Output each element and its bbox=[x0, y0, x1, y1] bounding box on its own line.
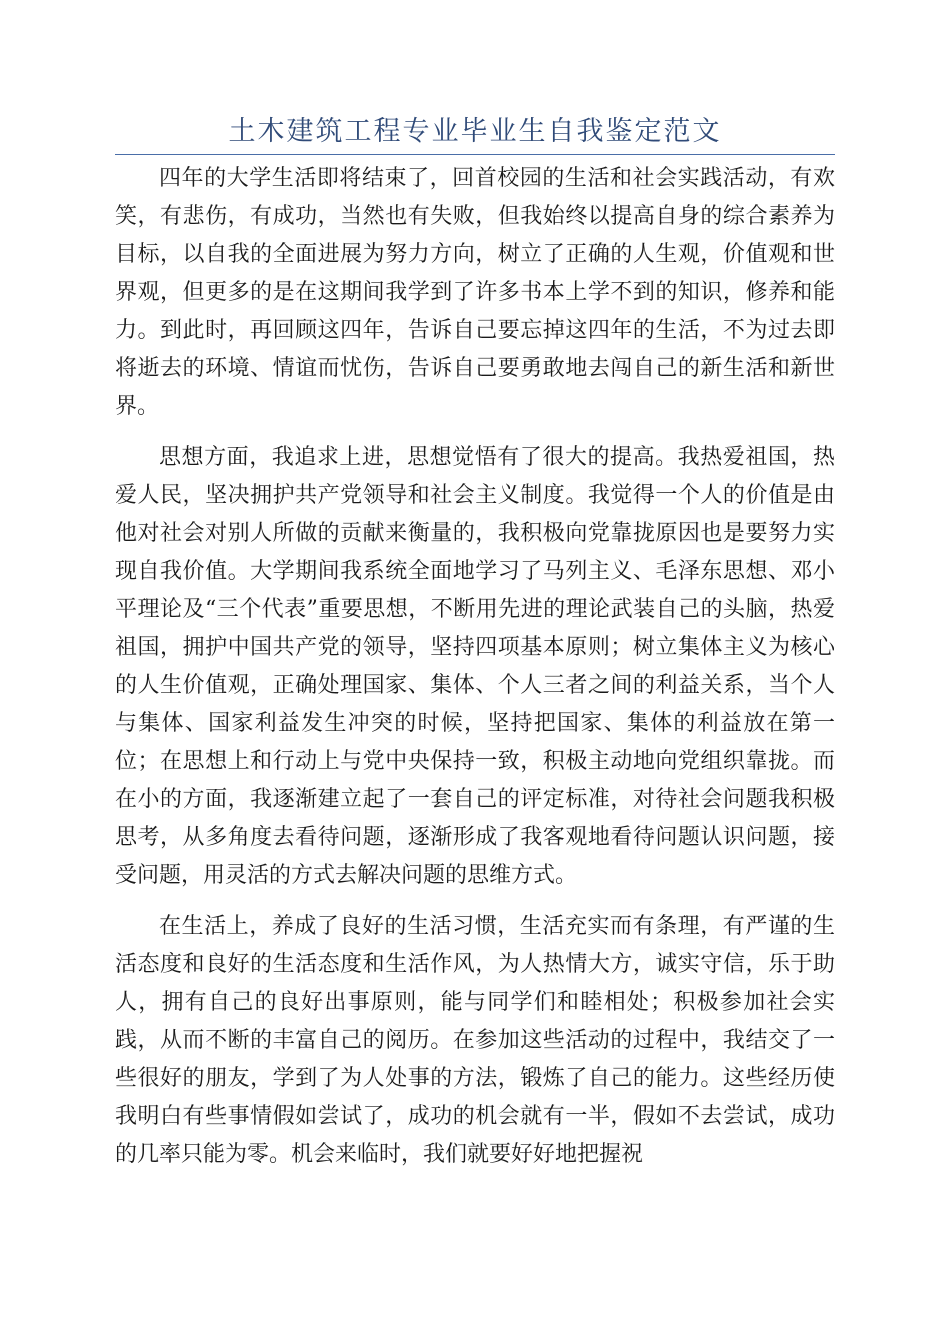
document-body bbox=[115, 160, 835, 1174]
title-underline bbox=[115, 154, 835, 155]
paragraph-3: 在生活上，养成了良好的生活习惯，生活充实而有条理，有严谨的生活态度和良好的生活态度和生活作风，为人热情大方，诚实守信，乐于助人，拥有自己的良好出事原则，能与同学们和睦相处；积极参加社会实践，从而不断的丰富自己的阅历。在参加这些活动的过程中，我结交了一些很好的朋友，学到了为人处事的方法，锻炼了自己的能力。这些经历使我明白有些事情假如尝试了，成功的机会就有一半，假如不去尝试，成功的几率只能为零。机会来临时，我们就要好好地把握祝 bbox=[115, 914, 835, 1167]
paragraph-2: 思想方面，我追求上进，思想觉悟有了很大的提高。我热爱祖国，热爱人民，坚决拥护共产党领导和社会主义制度。我觉得一个人的价值是由他对社会对别人所做的贡献来衡量的，我积极向党靠拢原因也是要努力实现自我价值。大学期间我系统全面地学习了马列主义、毛泽东思想、邓小平理论及“三个代表”重要思想，不断用先进的理论武装自己的头脑，热爱祖国，拥护中国共产党的领导，坚持四项基本原则；树立集体主义为核心的人生价值观，正确处理国家、集体、个人三者之间的利益关系，当个人与集体、国家利益发生冲突的时候，坚持把国家、集体的利益放在第一位；在思想上和行动上与党中央保持一致，积极主动地向党组织靠拢。而在小的方面，我逐渐建立起了一套自己的评定标准，对待社会问题我积极思考，从多角度去看待问题，逐渐形成了我客观地看待问题认识问题，接受问题，用灵活的方式去解决问题的思维方式。 bbox=[115, 445, 835, 888]
paragraph-1: 四年的大学生活即将结束了，回首校园的生活和社会实践活动，有欢笑，有悲伤，有成功，当然也有失败，但我始终以提高自身的综合素养为目标，以自我的全面进展为努力方向，树立了正确的人生观，价值观和世界观，但更多的是在这期间我学到了许多书本上学不到的知识，修养和能力。到此时，再回顾这四年，告诉自己要忘掉这四年的生活，不为过去即将逝去的环境、情谊而忧伤，告诉自己要勇敢地去闯自己的新生活和新世界。 bbox=[115, 166, 835, 419]
document-title: 土木建筑工程专业毕业生自我鉴定范文 bbox=[228, 116, 722, 147]
